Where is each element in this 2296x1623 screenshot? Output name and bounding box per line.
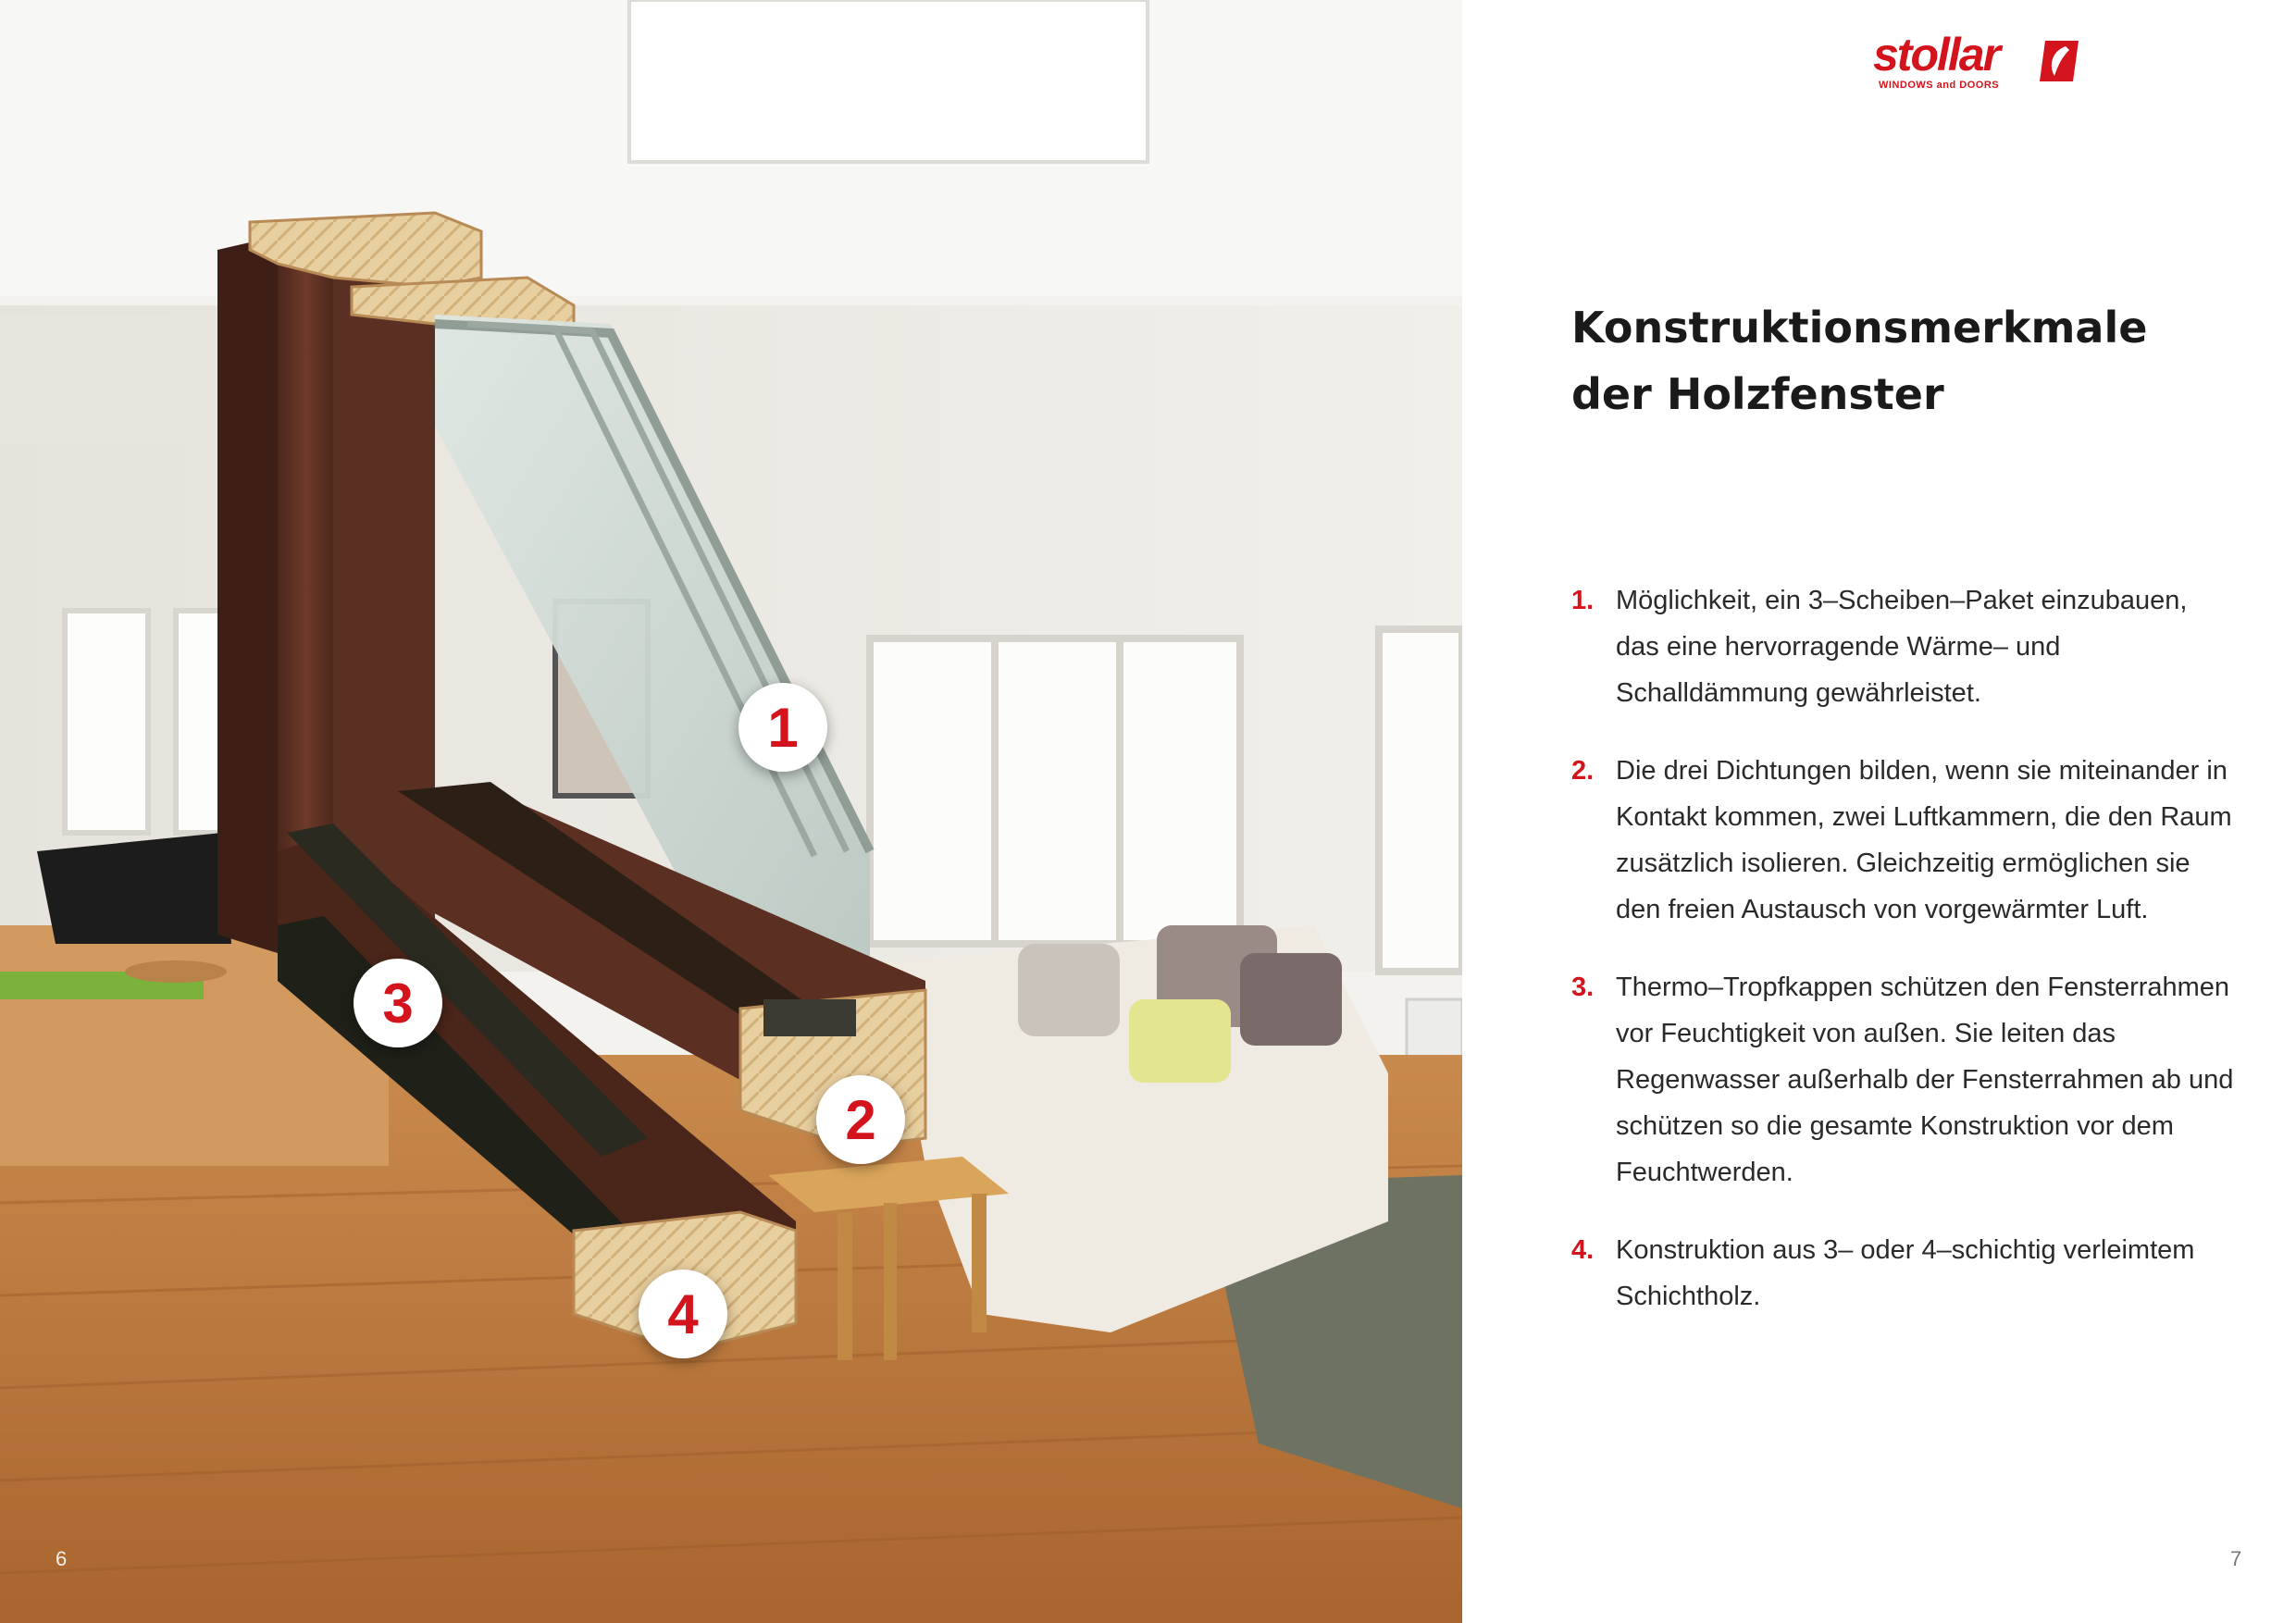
feature-number: 4. <box>1571 1235 1595 1265</box>
callout-2: 2 <box>816 1075 905 1164</box>
callout-4: 4 <box>639 1270 727 1358</box>
feature-text: Konstruktion aus 3– oder 4–schichtig verleimtem Schichtholz. <box>1616 1235 2195 1311</box>
stollar-logo <box>1873 29 2086 100</box>
feature-text: Die drei Dichtungen bilden, wenn sie miteinander in Kontakt kommen, zwei Luftkammern, die den Raum zusätzlich isolieren. Gleichzeitig ermöglichen sie den freien Austausch von vorgewärmter Luft. <box>1616 756 2232 924</box>
feature-text: Thermo–Tropfkappen schützen den Fensterrahmen vor Feuchtigkeit von außen. Sie leiten das Regenwasser außerhalb der Fensterrahmen ab und schützen so die gesamte Konstruktion vor dem Feuchtwerden. <box>1616 973 2234 1187</box>
callout-3: 3 <box>354 959 442 1047</box>
feature-number: 2. <box>1571 756 1595 786</box>
page-title <box>1571 294 2219 427</box>
logo-leaf-icon <box>2038 39 2080 83</box>
feature-text: Möglichkeit, ein 3–Scheiben–Paket einzubauen, das eine hervorragende Wärme– und Schalldämmung gewährleistet. <box>1616 586 2188 708</box>
logo-tagline: WINDOWS and DOORS <box>1879 80 2000 91</box>
title-line-1: Konstruktionsmerkmale <box>1571 303 2148 353</box>
list-item <box>1571 964 2238 1196</box>
callout-1: 1 <box>738 683 827 772</box>
feature-number: 3. <box>1571 973 1595 1002</box>
title-line-2: der Holzfenster <box>1571 369 1944 419</box>
feature-number: 1. <box>1571 586 1595 615</box>
list-item <box>1571 577 2238 716</box>
list-item <box>1571 1227 2238 1319</box>
left-page-number: 6 <box>56 1547 68 1570</box>
right-page-number: 7 <box>2230 1547 2242 1570</box>
logo-wordmark: stollar <box>1873 29 2000 81</box>
feature-list <box>1571 577 2238 1351</box>
list-item <box>1571 748 2238 933</box>
